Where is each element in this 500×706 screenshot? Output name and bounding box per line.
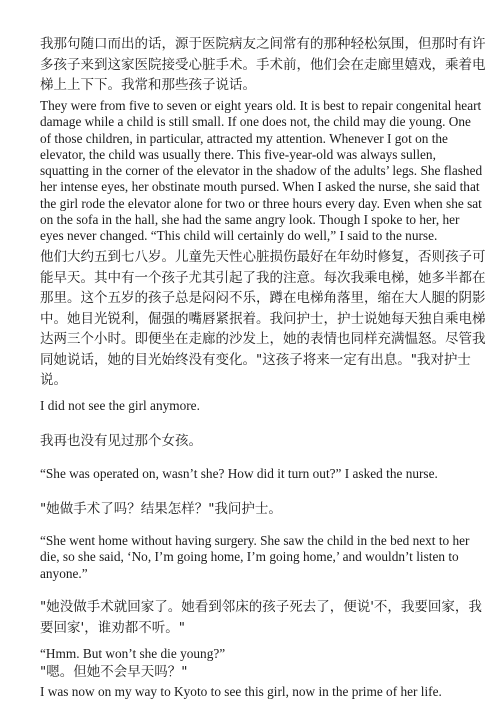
text-line: damage while a child is still small. If one does not, the child may die young. One [40,114,471,130]
text-line: 达两三个小时。即便坐在走廊的沙发上，她的表情也同样充满愠怒。尽管我 [40,331,486,347]
text-line: I was now on my way to Kyoto to see this girl, now in the prime of her life. [40,684,442,699]
text-line: 说。 [40,372,67,388]
text-line: 梯上上下下。我常和那些孩子说话。 [40,77,256,93]
text-line: the girl rode the elevator alone for two or three hours every day. Even when she sat [40,195,482,211]
paragraph-zh-4 [40,499,282,520]
text-line: her intense eyes, her obstinate mouth pursed. When I asked the nurse, she said that [40,179,480,195]
text-line: 能早天。其中有一个孩子尤其引起了我的注意。每次我乘电梯，她多半都在 [40,269,486,286]
text-line: 我那句随口而出的话，源于医院病友之间常有的那种轻松氛围，但那时有许 [40,36,486,52]
paragraph-en-4 [40,533,469,582]
text-line: anyone.” [40,565,88,581]
text-line: 多孩子来到这家医院接受心脏手术。手术前，他们会在走廊里嬉戏，乘着电 [40,56,486,73]
text-line: 那里。这个五岁的孩子总是闷闷不乐，蹲在电梯角落里，缩在大人腿的阴影 [40,290,486,306]
paragraph-en-6 [40,684,442,700]
text-line: 同她说话，她的目光始终没有变化。"这孩子将来一定有出息。"我对护士 [40,351,471,368]
paragraph-zh-1 [40,34,486,96]
paragraph-zh-6 [40,662,187,683]
text-line: "她没做手术就回家了。她看到邻床的孩子死去了，便说'不，我要回家，我 [40,599,482,615]
paragraph-zh-5 [40,597,482,638]
text-line: They were from five to seven or eight years old. It is best to repair congenital heart [40,98,482,113]
text-line: “She was operated on, wasn’t she? How did it turn out?” I asked the nurse. [40,466,438,481]
text-line: "嗯。但她不会早天吗？" [40,664,188,680]
paragraph-zh-3 [40,431,202,452]
text-line: 要回家'，谁劝都不听。" [40,619,185,636]
text-line: die, so she said, ‘No, I’m going home, I’m going home,’ and wouldn’t listen to [40,549,459,565]
text-line: on the sofa in the hall, she had the same angry look. Though I spoke to her, her [40,212,460,228]
text-line: “She went home without having surgery. She saw the child in the bed next to her [40,533,470,548]
text-line: elevator, the child was usually there. This five-year-old was always sullen, [40,146,436,162]
text-line: 中。她目光锐利，倔强的嘴唇紧抿着。我问护士，护士说她每天独自乘电梯 [40,310,486,327]
paragraph-en-5 [40,646,225,662]
paragraph-en-1 [40,98,482,245]
text-line: 我再也没有见过那个女孩。 [40,433,202,449]
text-line: “Hmm. But won’t she die young?” [40,646,226,661]
text-line: I did not see the girl anymore. [40,398,200,413]
text-line: of those children, in particular, attracted my attention. Whenever I got on the [40,130,448,146]
paragraph-en-3 [40,466,438,482]
text-line: "她做手术了吗？结果怎样？"我问护士。 [40,501,282,517]
paragraph-en-2 [40,398,200,414]
text-line: squatting in the corner of the elevator in the shadow of the adults’ legs. She flashed [40,163,483,179]
text-line: 他们大约五到七八岁。儿童先天性心脏损伤最好在年幼时修复，否则孩子可 [40,249,486,265]
paragraph-zh-2 [40,247,486,391]
text-line: eyes never changed. “This child will certainly do well,” I said to the nurse. [40,228,438,244]
